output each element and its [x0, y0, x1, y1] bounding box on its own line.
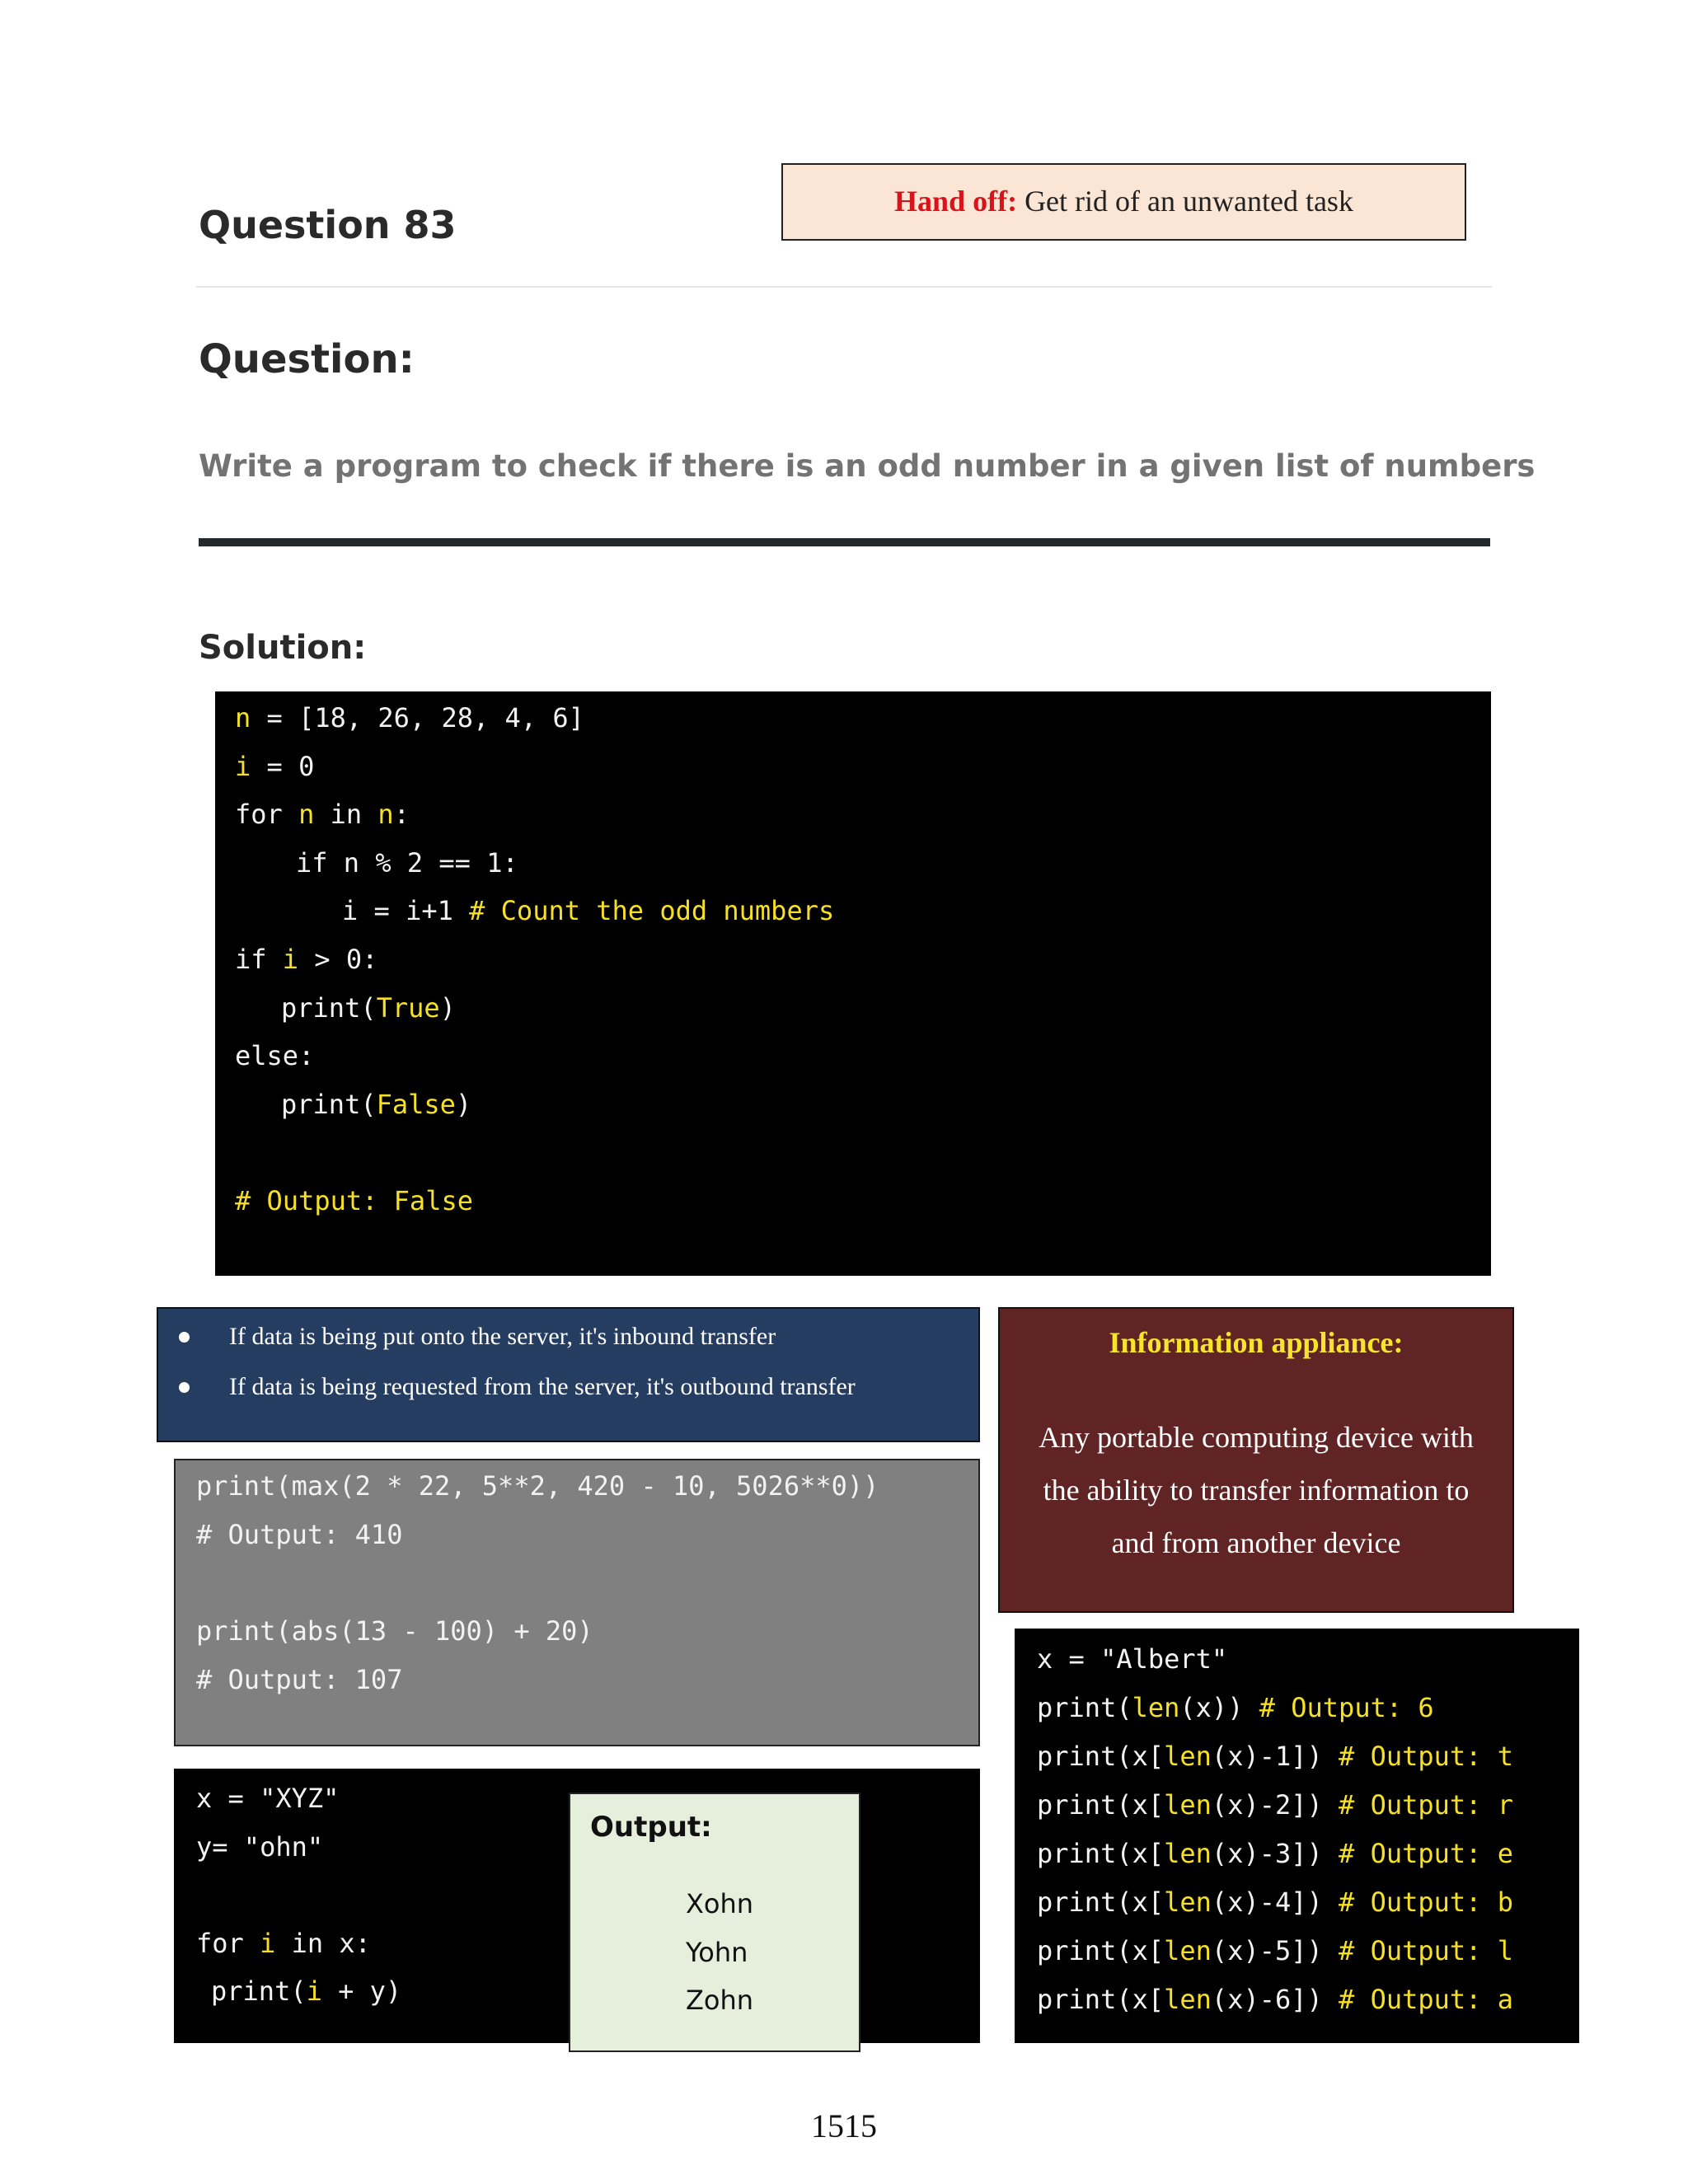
handoff-callout: [781, 163, 1466, 241]
solution-code-block: [215, 691, 1491, 1276]
code-line: # Output: 107: [196, 1664, 403, 1695]
code-line: print(x[len(x)-3]) # Output: e: [1037, 1838, 1513, 1869]
code-line: print(max(2 * 22, 5**2, 420 - 10, 5026**0)): [196, 1470, 879, 1502]
code-line: # Output: False: [235, 1185, 473, 1216]
divider-thin: [196, 286, 1492, 288]
handoff-text: Get rid of an unwanted task: [1025, 185, 1353, 218]
code-line: y= "ohn": [196, 1831, 324, 1863]
divider-thick: [199, 538, 1490, 546]
code-line: if i > 0:: [235, 944, 378, 975]
output-title: Output:: [590, 1811, 712, 1844]
bullet-icon: [179, 1332, 190, 1343]
math-code-block: [174, 1459, 980, 1746]
code-line: n = [18, 26, 28, 4, 6]: [235, 702, 584, 733]
code-line: for i in x:: [196, 1928, 371, 1959]
bullet-icon: [179, 1382, 190, 1393]
code-line: print(x[len(x)-6]) # Output: a: [1037, 1984, 1513, 2015]
output-line: Xohn: [686, 1888, 754, 1919]
code-line: print(x[len(x)-1]) # Output: t: [1037, 1741, 1513, 1772]
code-line: for n in n:: [235, 799, 410, 830]
handoff-label: Hand off:: [894, 185, 1018, 218]
code-line: x = "XYZ": [196, 1783, 340, 1814]
information-appliance-definition: Any portable computing device with the ability to transfer information to and from another device: [1039, 1421, 1474, 1559]
code-line: else:: [235, 1040, 315, 1071]
code-line: print(False): [281, 1089, 472, 1120]
question-number: Question 83: [199, 203, 457, 247]
solution-heading: Solution:: [199, 629, 367, 667]
page-number: 1515: [811, 2107, 877, 2144]
transfer-notes-box: If data is being put onto the server, it's inbound transfer If data is being requested from the server, it's outbound transfer: [157, 1307, 980, 1442]
code-line: if n % 2 == 1:: [296, 847, 518, 879]
output-line: Yohn: [686, 1937, 748, 1968]
code-line: i = 0: [235, 751, 315, 782]
output-box: [569, 1793, 860, 2052]
albert-code-block: [1015, 1629, 1579, 2043]
code-line: print(x[len(x)-4]) # Output: b: [1037, 1886, 1513, 1918]
code-line: i = i+1 # Count the odd numbers: [342, 895, 835, 926]
information-appliance-box: [998, 1307, 1514, 1613]
question-heading: Question:: [199, 336, 415, 382]
code-line: print(x[len(x)-5]) # Output: l: [1037, 1935, 1513, 1966]
question-text: Write a program to check if there is an odd number in a given list of numbers: [199, 448, 1536, 484]
information-appliance-title: Information appliance:: [1109, 1326, 1404, 1359]
output-line: Zohn: [686, 1985, 754, 2016]
code-line: print(True): [281, 992, 456, 1024]
code-line: print(x[len(x)-2]) # Output: r: [1037, 1789, 1513, 1821]
code-line: print(len(x)) # Output: 6: [1037, 1692, 1434, 1723]
code-line: x = "Albert": [1037, 1643, 1228, 1675]
code-line: # Output: 410: [196, 1519, 403, 1550]
code-line: print(abs(13 - 100) + 20): [196, 1615, 593, 1647]
code-line: print(i + y): [211, 1975, 402, 2007]
